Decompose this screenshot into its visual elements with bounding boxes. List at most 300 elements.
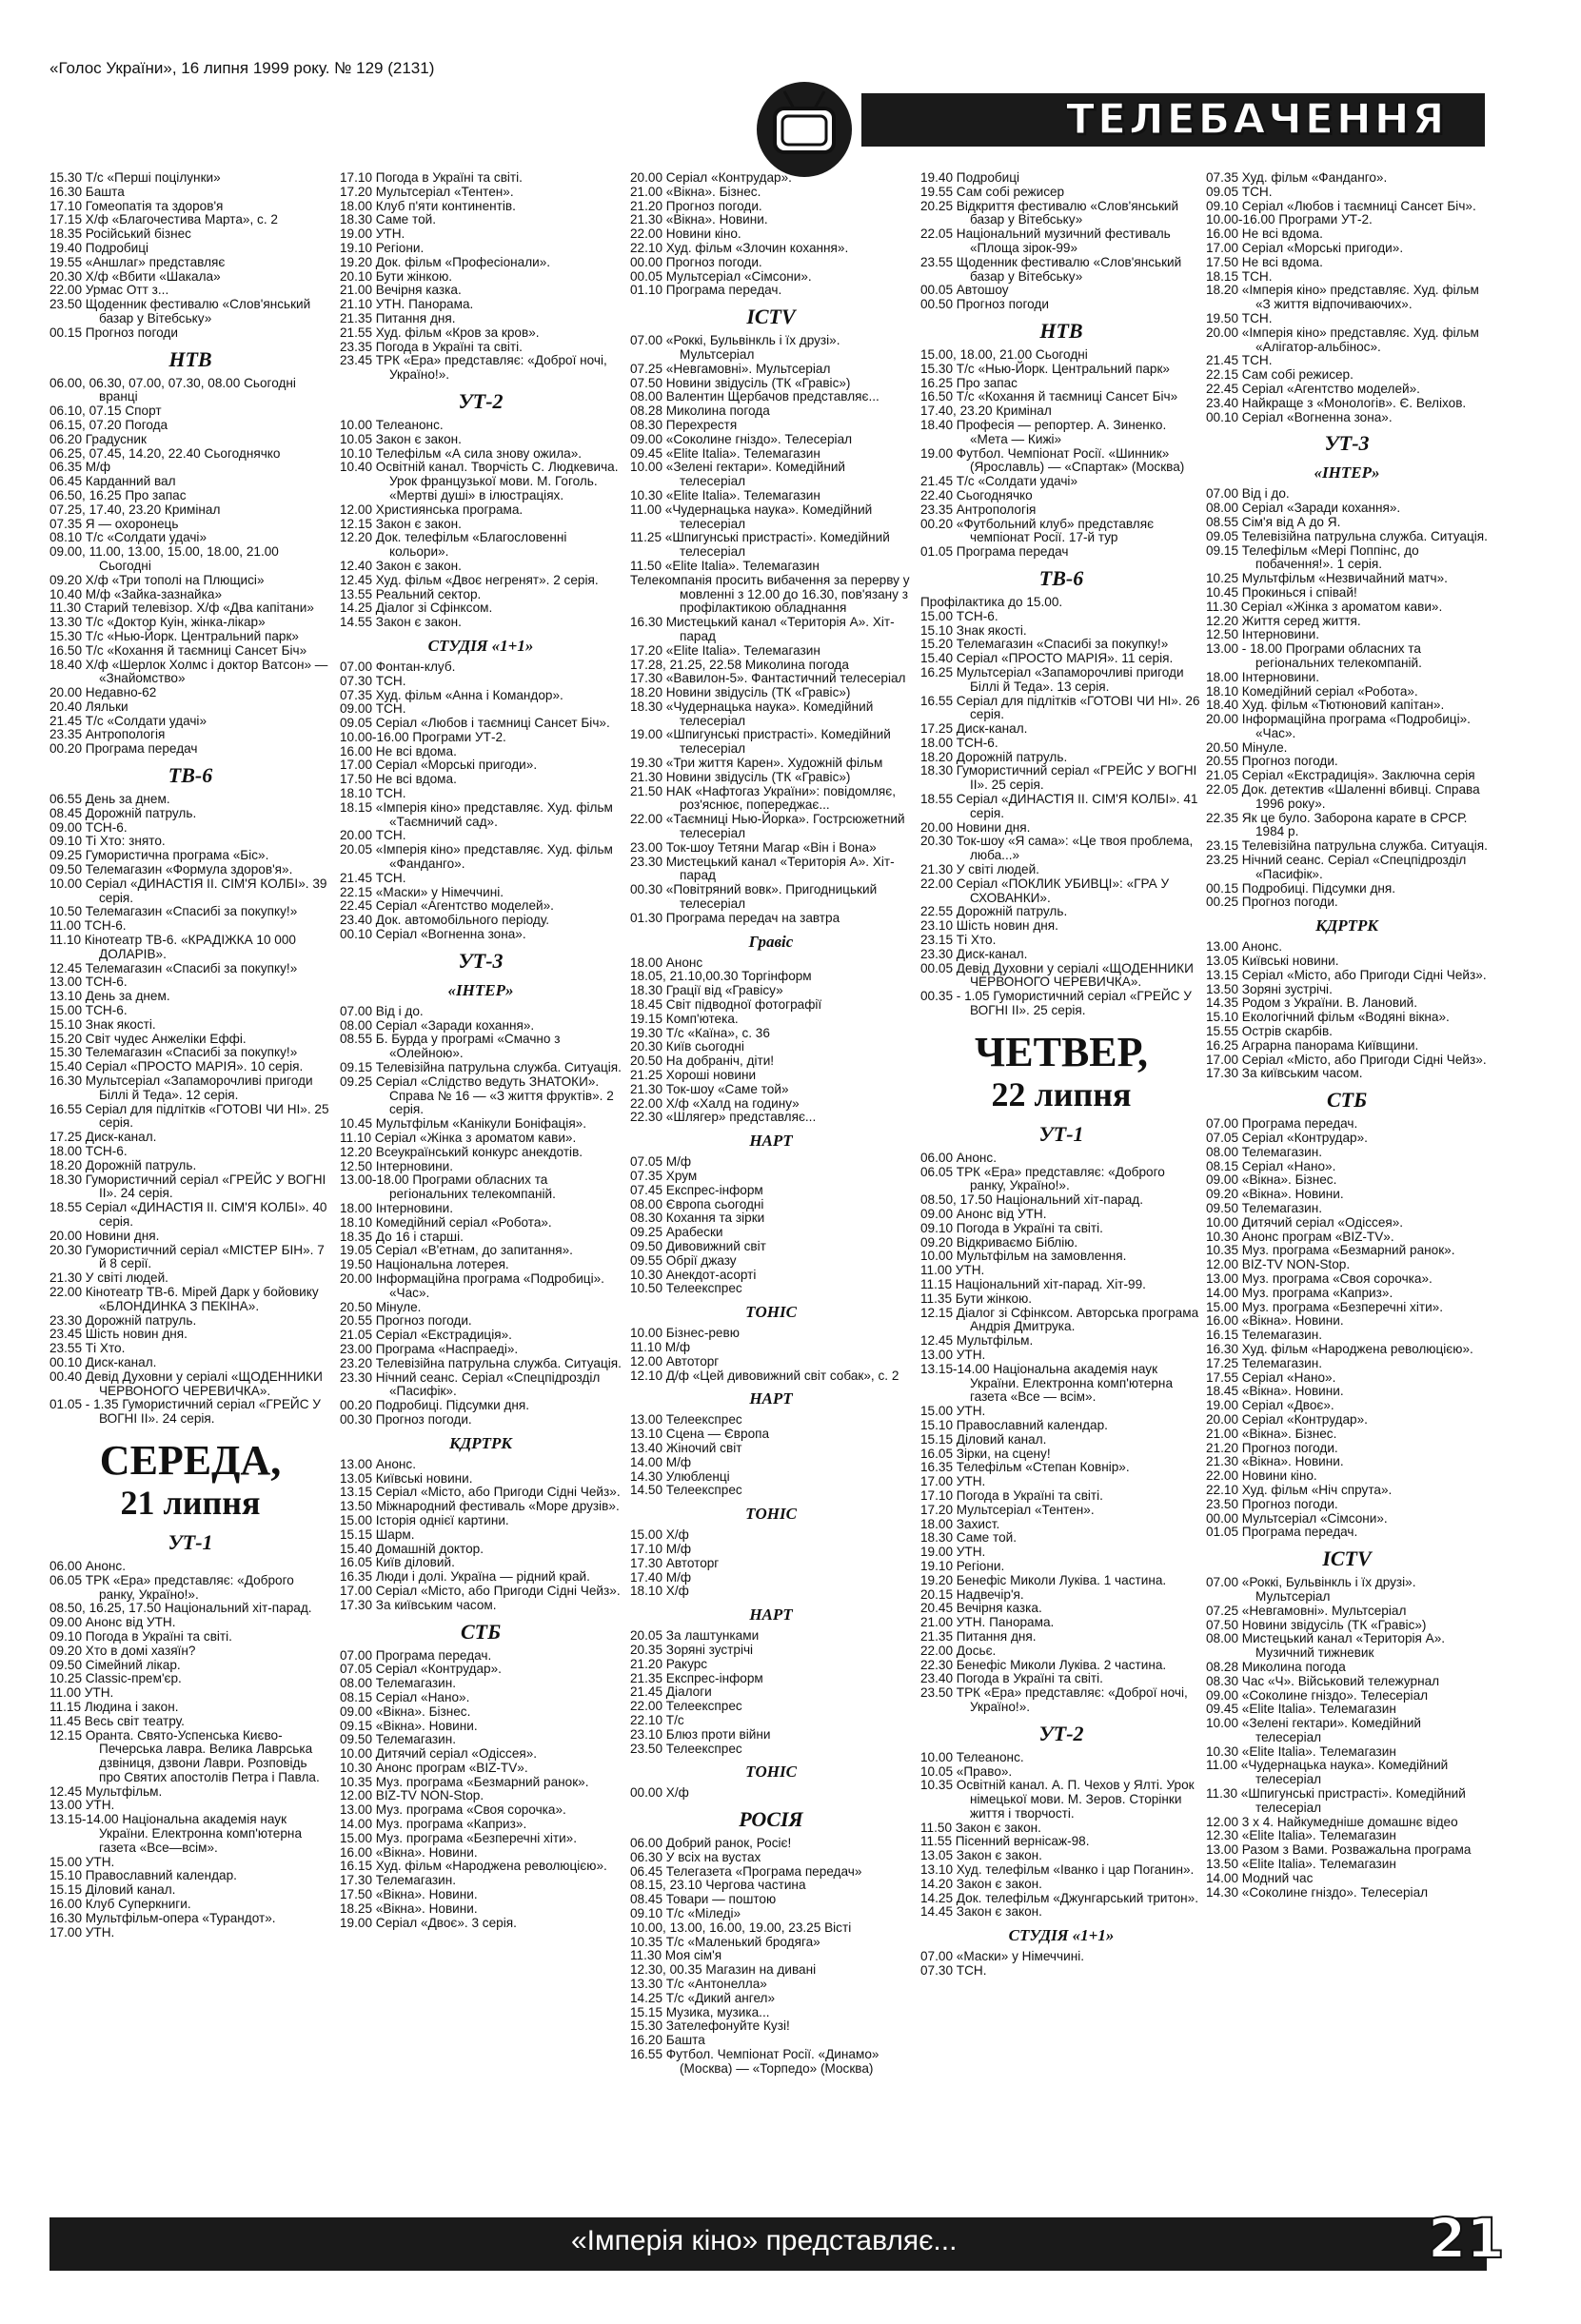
program-entry: 21.25 Хороші новини <box>630 1068 757 1083</box>
program-entry: 19.00 Серіал «Двоє». 3 серія. <box>340 1915 517 1930</box>
program-entry: 01.10 Програма передач. <box>630 283 782 298</box>
program-entry: 09.05 Серіал «Любов і таємниці Сансет Біч». <box>340 716 610 731</box>
channel-heading: КДРТРК <box>449 1433 512 1452</box>
program-entry: 00.00 Прогноз погоди. <box>630 254 762 269</box>
program-entry: 12.40 Закон є закон. <box>340 558 462 573</box>
program-entry: 20.00 Інформаційна програма «Подробиці». «Час». <box>1206 712 1471 740</box>
program-entry: 19.55 Сам собі режисер <box>920 184 1065 199</box>
program-entry: Профілактика до 15.00. <box>920 594 1063 609</box>
program-entry: 18.00 Захист. <box>920 1516 1000 1531</box>
program-entry: 09.20 Відкриваємо Біблію. <box>920 1234 1078 1250</box>
program-entry: 10.00 Дитячий серіал «Одіссея». <box>340 1746 538 1762</box>
program-entry: 15.30 Зателефонуйте Кузі! <box>630 2019 790 2034</box>
day-date: 22 липня <box>991 1074 1132 1113</box>
program-entry: 08.50, 16.25, 17.50 Національний хіт-парад. <box>49 1601 312 1616</box>
program-entry: 16.20 Башта <box>630 2033 705 2048</box>
program-entry: 22.15 «Маски» у Німеччині. <box>340 884 504 899</box>
program-entry: 20.10 Бути жінкою. <box>340 268 453 284</box>
channel-heading: НТВ <box>168 346 212 371</box>
program-entry: 15.15 Шарм. <box>340 1526 415 1542</box>
program-entry: 08.30 Час «Ч». Військовий тележурнал <box>1206 1673 1440 1688</box>
program-entry: 00.20 Подробиці. Підсумки дня. <box>340 1398 530 1413</box>
program-entry: 22.30 Бенефіс Миколи Луківа. 2 частина. <box>920 1657 1167 1672</box>
program-entry: 23.35 Погода в Україні та світі. <box>340 339 523 354</box>
program-entry: 10.35 Освітній канал. А. П. Чехов у Ялті. Урок німецької мови. М. Зеров. Сторінки життя і творчості. <box>920 1778 1195 1821</box>
program-entry: 09.10 Т/с «Міледі» <box>630 1906 741 1921</box>
program-entry: 21.45 Т/с «Солдати удачі» <box>49 713 208 728</box>
program-entry: 21.30 Ток-шоу «Саме той» <box>630 1081 789 1096</box>
program-entry: 07.00 Від і до. <box>1206 486 1290 502</box>
program-entry: 11.25 «Шпигунські пристрасті». Комедійний телесеріал <box>630 530 890 560</box>
program-entry: 18.40 Професія — репортер. А. Зиненко. «Мета — Кижі» <box>920 417 1167 446</box>
program-entry: 15.40 Домашній доктор. <box>340 1541 484 1556</box>
program-entry: 09.00 «Соколине гніздо». Телесеріал <box>630 431 853 446</box>
program-entry: 10.30 Анекдот-асорті <box>630 1267 757 1282</box>
program-entry: 21.35 Питання дня. <box>340 310 456 325</box>
channel-heading: УТ-3 <box>458 948 504 973</box>
channel-heading: НАРТ <box>749 1389 793 1408</box>
program-entry: 09.10 Погода в Україні та світі. <box>49 1628 232 1644</box>
program-entry: 22.05 Док. детектив «Шаленні вбивці. Справа 1996 року». <box>1206 782 1480 811</box>
program-entry: 22.45 Серіал «Агентство моделей». <box>1206 381 1420 396</box>
channel-heading: НАРТ <box>749 1132 793 1151</box>
program-entry: 13.50 «Elite Italia». Телемагазин <box>1206 1857 1396 1872</box>
program-entry: 11.30 Старий телевізор. Х/ф «Два капітани» <box>49 601 314 616</box>
channel-heading: ICTV <box>746 305 796 329</box>
program-entry: 15.20 Світ чудес Анжеліки Еффі. <box>49 1031 247 1046</box>
channel-heading: Гравіс <box>748 932 794 951</box>
program-entry: 12.45 Худ. фільм «Двоє негренят». 2 серія. <box>340 572 599 587</box>
program-entry: 19.00 «Шпигунські пристрасті». Комедійний телесеріал <box>630 727 891 757</box>
program-entry: 19.10 Регіони. <box>340 240 425 255</box>
program-entry: 21.05 Серіал «Екстрадиція». Заключна серія <box>1206 768 1475 783</box>
program-entry: 18.30 Саме той. <box>920 1530 1018 1546</box>
program-entry: 14.25 Діалог зі Сфінксом. <box>340 601 493 616</box>
program-entry: 23.15 Телевізійна патрульна служба. Ситуація. <box>1206 838 1488 854</box>
program-entry: 16.15 Худ. фільм «Народжена революцією». <box>340 1859 607 1874</box>
program-entry: 01.05 - 1.35 Гумористичний серіал «ГРЕЙС У ВОГНІ ІІ». 24 серія. <box>49 1397 321 1427</box>
program-entry: 17.30 За київським часом. <box>340 1597 497 1612</box>
program-entry: 17.00 Серіал «Морські пригоди». <box>340 758 538 773</box>
program-entry: 10.00, 13.00, 16.00, 19.00, 23.25 Вісті <box>630 1920 852 1935</box>
program-entry: 14.45 Закон є закон. <box>920 1904 1042 1920</box>
program-entry: 09.25 Гумористична програма «Біс». <box>49 848 269 863</box>
channel-heading: ТОНІС <box>745 1303 797 1322</box>
page-number: 21 <box>1428 2206 1505 2271</box>
program-entry: 13.30 Т/с «Антонелла» <box>630 1977 767 1992</box>
program-entry: 17.20 Мультсеріал «Тентен». <box>340 184 514 199</box>
program-entry: 11.00 ТСН-6. <box>49 918 127 934</box>
program-entry: 13.05 Київські новини. <box>340 1470 473 1486</box>
program-entry: 07.00 Програма передач. <box>1206 1116 1358 1132</box>
program-entry: 13.50 Зоряні зустрічі. <box>1206 981 1333 996</box>
program-entry: 10.45 Прокинься і співай! <box>1206 584 1357 600</box>
program-entry: 13.00 ТСН-6. <box>49 975 128 990</box>
program-entry: 18.35 До 16 і старші. <box>340 1229 464 1244</box>
program-entry: 12.00 BIZ-TV NON-Stop. <box>1206 1257 1351 1272</box>
program-entry: 10.00-16.00 Програми УТ-2. <box>1206 212 1373 227</box>
program-entry: 18.30 Грації від «Гравісу» <box>630 983 783 998</box>
program-entry: 13.55 Реальний сектор. <box>340 586 482 601</box>
program-entry: 17.50 «Вікна». Новини. <box>340 1887 478 1902</box>
program-entry: 00.00 Х/ф <box>630 1785 689 1801</box>
program-entry: 16.35 Люди і долі. Україна — рідний край. <box>340 1569 590 1585</box>
program-entry: 16.55 Серіал для підлітків «ГОТОВІ ЧИ НІ». 25 серія. <box>49 1101 329 1131</box>
program-entry: 12.50 Інтерновини. <box>1206 627 1320 642</box>
program-entry: 23.30 Дорожній патруль. <box>49 1312 197 1328</box>
program-entry: 06.35 М/ф <box>49 460 111 475</box>
day-name: СЕРЕДА, <box>99 1436 282 1484</box>
program-entry: 21.30 Новини звідусіль (ТК «Гравіс») <box>630 769 851 784</box>
program-entry: 23.50 Щоденник фестивалю «Слов'янський базар у Вітебську» <box>49 297 311 325</box>
program-entry: 10.35 Муз. програма «Безмарний ранок». <box>340 1774 589 1789</box>
program-entry: 13.15 Серіал «Місто, або Пригоди Сідні Чейз». <box>340 1485 621 1500</box>
program-entry: 06.55 День за днем. <box>49 792 170 807</box>
program-entry: 13.00 УТН. <box>920 1347 986 1362</box>
program-entry: 16.30 Мультфільм-опера «Турандот». <box>49 1910 276 1925</box>
program-entry: 15.10 Православний календар. <box>920 1417 1108 1432</box>
program-entry: 06.05 ТРК «Ера» представляє: «Доброго ранку, Україно!». <box>49 1572 294 1602</box>
program-entry: 20.00 Недавно-62 <box>49 685 157 700</box>
program-entry: 17.30 «Вавилон-5». Фантастичний телесеріал <box>630 671 906 686</box>
program-entry: 22.35 Як це було. Заборона карате в СРСР. 1984 р. <box>1206 810 1468 839</box>
program-entry: 07.30 ТСН. <box>340 673 406 688</box>
program-entry: 10.00 Дитячий серіал «Одіссея». <box>1206 1214 1404 1230</box>
newspaper-header: «Голос України», 16 липня 1999 року. № 129 (2131) <box>49 59 435 77</box>
program-entry: 21.45 ТСН. <box>340 870 406 885</box>
schedule-column-1 <box>49 171 331 1940</box>
program-entry: 17.00 Серіал «Місто, або Пригоди Сідні Чейз». <box>1206 1052 1487 1067</box>
program-entry: 22.00 Х/ф «Халд на годину» <box>630 1095 800 1111</box>
program-entry: 21.45 Т/с «Солдати удачі» <box>920 474 1078 489</box>
program-entry: 13.05 Закон є закон. <box>920 1848 1042 1863</box>
program-entry: 10.35 Т/с «Маленький бродяга» <box>630 1934 820 1949</box>
program-entry: 14.25 Т/с «Дикий ангел» <box>630 1990 776 2005</box>
program-entry: 23.10 Блюз проти війни <box>630 1726 771 1742</box>
program-entry: 22.00 Досьє. <box>920 1643 997 1658</box>
program-entry: 09.50 Телемагазин. <box>340 1732 457 1747</box>
program-entry: 16.00 Клуб Суперкниги. <box>49 1897 191 1912</box>
program-entry: 09.05 ТСН. <box>1206 184 1273 199</box>
program-entry: 16.25 Мультсеріал «Запаморочливі пригоди Біллі й Теда». 13 серія. <box>920 664 1184 694</box>
program-entry: 09.20 Х/ф «Три тополі на Плющисі» <box>49 572 265 587</box>
program-entry: 09.45 «Elite Italia». Телемагазин <box>1206 1702 1396 1717</box>
program-entry: 15.10 Екологічний фільм «Водяні вікна». <box>1206 1010 1450 1025</box>
program-entry: 14.00 Муз. програма «Каприз». <box>340 1817 527 1832</box>
program-entry: 00.15 Прогноз погоди <box>49 325 178 340</box>
program-entry: 08.00 Серіал «Заради кохання». <box>1206 501 1401 516</box>
program-entry: 08.45 Дорожній патруль. <box>49 805 197 820</box>
program-entry: 00.15 Подробиці. Підсумки дня. <box>1206 880 1396 896</box>
program-entry: 17.10 М/ф <box>630 1541 692 1556</box>
program-entry: 14.30 Улюбленці <box>630 1468 730 1484</box>
program-entry: 22.00 Урмас Отт з... <box>49 283 169 298</box>
program-entry: 07.25, 17.40, 23.20 Кримінал <box>49 502 221 517</box>
program-entry: 15.15 Діловий канал. <box>49 1882 176 1898</box>
program-entry: 20.00 Новини дня. <box>920 819 1031 835</box>
program-entry: 08.28 Миколина погода <box>1206 1659 1346 1674</box>
program-entry: 13.00 Разом з Вами. Розважальна програма <box>1206 1842 1472 1858</box>
program-entry: 06.50, 16.25 Про запас <box>49 487 187 502</box>
program-entry: 15.00 УТН. <box>49 1854 115 1869</box>
program-entry: 11.00 «Чудернацька наука». Комедійний телесеріал <box>630 502 873 531</box>
program-entry: 20.55 Прогноз погоди. <box>340 1313 472 1329</box>
program-entry: 11.00 «Чудернацька наука». Комедійний телесеріал <box>1206 1758 1449 1787</box>
program-entry: 17.25 Диск-канал. <box>920 721 1028 737</box>
program-entry: 10.00 Мультфільм на замовлення. <box>920 1249 1127 1264</box>
program-entry: 09.20 Хто в домі хазяїн? <box>49 1643 196 1658</box>
program-entry: 12.20 Життя серед життя. <box>1206 613 1361 628</box>
program-entry: 23.30 Мистецький канал «Територія А». Хіт-парад <box>630 854 895 883</box>
program-entry: 00.40 Девід Духовни у серіалі «ЩОДЕННИКИ ЧЕРВОНОГО ЧЕРЕВИЧКА». <box>49 1369 323 1398</box>
program-entry: 09.00 «Вікна». Бізнес. <box>340 1704 471 1719</box>
program-entry: 17.30 За київським часом. <box>1206 1066 1363 1081</box>
program-entry: 18.35 Російський бізнес <box>49 226 191 242</box>
program-entry: 16.50 Т/с «Кохання й таємниці Сансет Біч» <box>49 642 307 658</box>
program-entry: 09.10 Ті Хто: знято. <box>49 834 166 849</box>
program-entry: 10.00 Бізнес-ревю <box>630 1326 740 1341</box>
program-entry: 16.30 Худ. фільм «Народжена революцією». <box>1206 1341 1473 1356</box>
program-entry: 13.10 Сцена — Європа <box>630 1427 770 1442</box>
program-entry: 06.15, 07.20 Погода <box>49 417 168 432</box>
program-entry: 20.45 Вечірня казка. <box>920 1601 1042 1616</box>
program-entry: 23.10 Шість новин дня. <box>920 918 1058 934</box>
program-entry: 15.55 Острів скарбів. <box>1206 1024 1333 1039</box>
program-entry: 16.00 Не всі вдома. <box>340 743 457 758</box>
program-entry: 16.00 «Вікна». Новини. <box>1206 1313 1344 1329</box>
program-entry: 09.50 Телемагазин «Формула здоров'я». <box>49 862 293 877</box>
program-entry: 16.15 Телемагазин. <box>1206 1328 1323 1343</box>
day-heading <box>49 1436 331 1524</box>
program-entry: 21.30 У світі людей. <box>49 1270 168 1286</box>
program-entry: 16.35 Телефільм «Степан Ковнір». <box>920 1460 1130 1475</box>
program-entry: 19.40 Подробиці <box>49 240 149 255</box>
program-entry: 06.05 ТРК «Ера» представляє: «Доброго ранку, Україно!». <box>920 1164 1165 1193</box>
program-entry: 20.50 Мінуле. <box>1206 739 1288 755</box>
program-entry: 18.45 «Вікна». Новини. <box>1206 1384 1344 1399</box>
program-entry: 20.30 Х/ф «Вбити «Шакала» <box>49 268 221 284</box>
program-entry: 06.00 Анонс. <box>920 1150 998 1165</box>
program-entry: 13.00 Муз. програма «Своя сорочка». <box>1206 1270 1433 1286</box>
program-entry: 13.50 Міжнародний фестиваль «Море друзів». <box>340 1499 620 1514</box>
program-entry: 12.15 Закон є закон. <box>340 516 462 531</box>
program-entry: 07.00 «Роккі, Бульвінкль і їх друзі». Мультсеріал <box>1206 1575 1416 1604</box>
channel-heading: СТУДІЯ «1+1» <box>1008 1926 1115 1945</box>
channel-heading: ICTV <box>1322 1546 1372 1571</box>
program-entry: 18.15 «Імперія кіно» представляє. Худ. фільм «Таємничий сад». <box>340 799 613 829</box>
program-entry: 10.40 М/ф «Зайка-зазнайка» <box>49 586 223 601</box>
day-heading <box>920 1028 1202 1115</box>
program-entry: 21.35 Питання дня. <box>920 1628 1037 1644</box>
channel-heading: «ІНТЕР» <box>1314 463 1380 483</box>
program-entry: 08.00 Валентин Щербачов представляє... <box>630 389 879 404</box>
program-entry: 08.55 Сім'я від А до Я. <box>1206 514 1341 529</box>
program-entry: 09.00 ТСН-6. <box>49 819 128 835</box>
program-entry: 11.50 «Elite Italia». Телемагазин <box>630 558 820 573</box>
program-entry: 17.50 Не всі вдома. <box>1206 254 1323 269</box>
program-entry: 12.45 Мультфільм. <box>920 1333 1034 1349</box>
program-entry: 20.00 ТСН. <box>340 828 406 843</box>
program-entry: 07.25 «Невгамовні». Мультсеріал <box>1206 1603 1407 1618</box>
program-entry: 17.50 Не всі вдома. <box>340 772 457 787</box>
program-entry: 13.00 УТН. <box>49 1798 115 1813</box>
program-entry: 12.45 Мультфільм. <box>49 1783 163 1799</box>
program-entry: 18.00 ТСН-6. <box>920 735 998 750</box>
program-entry: 21.10 УТН. Панорама. <box>340 297 474 312</box>
program-entry: 22.10 Т/с <box>630 1712 684 1727</box>
program-entry: 09.00 Анонс від УТН. <box>49 1615 176 1630</box>
program-entry: 09.10 Погода в Україні та світі. <box>920 1220 1103 1235</box>
program-entry: 09.15 Телефільм «Мері Поппінс, до побачення!». 1 серія. <box>1206 542 1419 572</box>
program-entry: 18.30 Гумористичний серіал «ГРЕЙС У ВОГНІ ІІ». 24 серія. <box>49 1172 326 1201</box>
program-entry: 10.50 Телемагазин «Спасибі за покупку!» <box>49 904 298 919</box>
program-entry: 00.35 - 1.05 Гумористичний серіал «ГРЕЙС У ВОГНІ ІІ». 25 серія. <box>920 989 1192 1018</box>
program-entry: 10.30 Анонс програм «BIZ-TV». <box>340 1760 528 1775</box>
program-entry: 23.40 Док. автомобільного періоду. <box>340 913 550 928</box>
program-entry: 06.25, 07.45, 14.20, 22.40 Сьогоднячко <box>49 445 281 461</box>
program-entry: 18.55 Серіал «ДИНАСТІЯ ІІ. СІМ'Я КОЛБІ». 40 серія. <box>49 1200 327 1229</box>
program-entry: 22.05 Національний музичний фестиваль «Площа зірок-99» <box>920 226 1171 255</box>
channel-heading: ТОНІС <box>745 1763 797 1782</box>
program-entry: 11.45 Весь світ театру. <box>49 1713 185 1728</box>
program-entry: 18.40 Х/ф «Шерлок Холмс і доктор Ватсон» — «Знайомство» <box>49 657 328 686</box>
program-entry: 17.00 Серіал «Місто, або Пригоди Сідні Чейз». <box>340 1583 621 1598</box>
program-entry: 20.30 Гумористичний серіал «МІСТЕР БІН». 7 й 8 серії. <box>49 1242 325 1271</box>
program-entry: 09.50 Телемагазин. <box>1206 1201 1323 1215</box>
program-entry: 10.10 Телефільм «А сила знову ожила». <box>340 445 583 461</box>
program-entry: 08.00 Телемагазин. <box>1206 1144 1323 1159</box>
program-entry: 08.15 Серіал «Нано». <box>340 1689 470 1704</box>
program-entry: 23.55 Щоденник фестивалю «Слов'янський базар у Вітебську» <box>920 254 1182 284</box>
program-entry: 17.30 Телемагазин. <box>340 1873 457 1888</box>
program-entry: 19.50 ТСН. <box>1206 310 1273 325</box>
program-entry: 19.00 УТН. <box>340 226 405 242</box>
program-entry: 20.00 Серіал «Контрудар». <box>630 170 792 185</box>
program-entry: 09.15 Телевізійна патрульна служба. Ситуація. <box>340 1060 622 1075</box>
program-entry: 13.00 Анонс. <box>340 1456 417 1471</box>
program-entry: 17.15 Х/ф «Благочестива Марта», с. 2 <box>49 212 278 227</box>
program-entry: 19.50 Національна лотерея. <box>340 1257 509 1272</box>
program-entry: 16.05 Зірки, на сцену! <box>920 1446 1051 1461</box>
program-entry: 19.55 «Аншлаг» представляє <box>49 254 226 269</box>
program-entry: 17.10 Погода в Україні та світі. <box>920 1487 1103 1503</box>
program-entry: 16.30 Башта <box>49 184 125 199</box>
program-entry: 18.55 Серіал «ДИНАСТІЯ ІІ. СІМ'Я КОЛБІ». 41 серія. <box>920 792 1198 820</box>
program-entry: 14.25 Док. телефільм «Джунгарський тритон». <box>920 1890 1198 1905</box>
footer-promo-text: «Імперія кіно» представляє... <box>571 2225 958 2256</box>
program-entry: 12.20 Всеукраїнський конкурс анекдотів. <box>340 1144 583 1159</box>
program-entry: 16.00 «Вікна». Новини. <box>340 1844 478 1860</box>
program-entry: 21.20 Ракурс <box>630 1656 708 1671</box>
program-entry: 20.55 Прогноз погоди. <box>1206 754 1338 769</box>
program-entry: 07.30 ТСН. <box>920 1963 987 1979</box>
program-entry: 15.00 ТСН-6. <box>920 608 998 623</box>
program-entry: 15.00 Історія однієї картини. <box>340 1512 509 1527</box>
program-entry: 08.10 Т/с «Солдати удачі» <box>49 530 208 545</box>
program-entry: 12.20 Док. телефільм «Благословенні кольори». <box>340 530 567 560</box>
channel-heading: СТБ <box>460 1619 502 1644</box>
channel-heading: УТ-1 <box>168 1529 213 1554</box>
program-entry: 21.00 «Вікна». Бізнес. <box>630 184 761 199</box>
program-entry: 13.40 Жіночий світ <box>630 1440 742 1455</box>
program-entry: 18.20 «Імперія кіно» представляє. Худ. фільм «З життя відпочиваючих». <box>1206 283 1479 312</box>
program-entry: 11.00 УТН. <box>49 1685 114 1701</box>
program-entry: 07.00 Програма передач. <box>340 1647 492 1663</box>
program-entry: 21.45 Діалоги <box>630 1684 712 1700</box>
program-entry: 17.10 Гомеопатія та здоров'я <box>49 198 224 213</box>
program-entry: 13.00 - 18.00 Програми обласних та регіональних телекомпаній. <box>1206 641 1422 670</box>
program-entry: 07.05 Серіал «Контрудар». <box>1206 1131 1368 1146</box>
program-entry: 07.00 «Маски» у Німеччині. <box>920 1949 1084 1964</box>
program-entry: 19.00 УТН. <box>920 1545 986 1560</box>
program-entry: 07.05 Серіал «Контрудар». <box>340 1662 502 1677</box>
program-entry: 06.30 У всіх на вустах <box>630 1849 761 1864</box>
program-entry: 09.55 Обрії джазу <box>630 1252 737 1268</box>
program-entry: 17.00 Серіал «Морські пригоди». <box>1206 240 1404 255</box>
program-entry: 08.28 Миколина погода <box>630 404 770 419</box>
program-entry: 22.00 Серіал «ПОКЛИК УБИВЦІ»: «ГРА У СХОВАНКИ». <box>920 876 1170 905</box>
program-entry: 09.20 «Вікна». Новини. <box>1206 1187 1344 1202</box>
channel-heading: ТВ-6 <box>1038 565 1084 590</box>
program-entry: 22.00 Телеекспрес <box>630 1699 742 1714</box>
program-entry: 16.50 Т/с «Кохання й таємниці Сансет Біч» <box>920 389 1178 404</box>
channel-heading: СТБ <box>1326 1088 1368 1113</box>
schedule-column-2 <box>340 171 622 1930</box>
program-entry: 00.10 Диск-канал. <box>49 1354 157 1369</box>
program-entry: 20.50 Мінуле. <box>340 1299 422 1314</box>
program-entry: 07.45 Експрес-інформ <box>630 1182 763 1197</box>
program-entry: 23.45 Шість новин дня. <box>49 1327 188 1342</box>
program-entry: 11.10 Серіал «Жінка з ароматом кави». <box>340 1131 577 1146</box>
program-entry: 19.10 Регіони. <box>920 1558 1005 1573</box>
program-entry: 22.00 Кінотеатр ТВ-6. Мірей Дарк у бойовику «БЛОНДИНКА З ПЕКІНА». <box>49 1284 319 1313</box>
program-entry: 21.30 «Вікна». Новини. <box>1206 1454 1344 1469</box>
program-entry: 00.10 Серіал «Вогненна зона». <box>1206 409 1393 424</box>
day-date: 21 липня <box>120 1483 261 1522</box>
program-entry: 12.50 Інтерновини. <box>340 1158 454 1173</box>
program-entry: 12.10 Д/ф «Цей дивовижний світ собак», с. 2 <box>630 1368 899 1383</box>
program-entry: 10.50 Телеекспрес <box>630 1281 742 1296</box>
program-entry: 17.40 М/ф <box>630 1569 692 1585</box>
program-entry: 07.50 Новини звідусіль (ТК «Гравіс») <box>630 375 851 390</box>
program-entry: 13.00-18.00 Програми обласних та регіональних телекомпаній. <box>340 1172 556 1202</box>
program-entry: 14.35 Родом з України. В. Лановий. <box>1206 995 1418 1011</box>
program-entry: 18.10 Комедійний серіал «Робота». <box>340 1214 552 1230</box>
program-entry: 23.35 Антропологія <box>49 727 166 742</box>
program-entry: 21.00 УТН. Панорама. <box>920 1615 1055 1630</box>
program-entry: 18.45 Світ підводної фотографії <box>630 997 822 1013</box>
program-entry: 18.00 Анонс <box>630 955 703 970</box>
program-entry: 19.00 Серіал «Двоє». <box>1206 1398 1334 1413</box>
program-entry: 06.00 Добрий ранок, Росіє! <box>630 1836 792 1851</box>
tv-schedule <box>49 171 1487 2151</box>
program-entry: 21.35 Експрес-інформ <box>630 1670 763 1685</box>
tv-icon <box>752 74 857 179</box>
program-entry: 23.50 ТРК «Ера» представляє: «Доброї ночі, Україно!». <box>920 1685 1188 1714</box>
program-entry: 12.00 3 х 4. Найкумедніше домашнє відео <box>1206 1814 1458 1829</box>
program-entry: 17.00 УТН. <box>49 1924 115 1940</box>
program-entry: 18.00 Клуб п'яти континентів. <box>340 198 516 213</box>
program-entry: 22.15 Сам собі режисер. <box>1206 367 1354 383</box>
program-entry: 07.00 «Роккі, Бульвінкль і їх друзі». Мультсеріал <box>630 333 840 362</box>
program-entry: 23.45 ТРК «Ера» представляє: «Доброї ночі, Україно!». <box>340 353 607 383</box>
program-entry: 08.45 Товари — поштою <box>630 1892 777 1907</box>
program-entry: 01.30 Програма передач на завтра <box>630 910 840 925</box>
program-entry: 08.15, 23.10 Чергова частина <box>630 1878 806 1893</box>
program-entry: 23.35 Антропологія <box>920 502 1037 517</box>
program-entry: 11.15 Людина і закон. <box>49 1699 179 1714</box>
program-entry: 23.15 Ті Хто. <box>920 933 997 948</box>
